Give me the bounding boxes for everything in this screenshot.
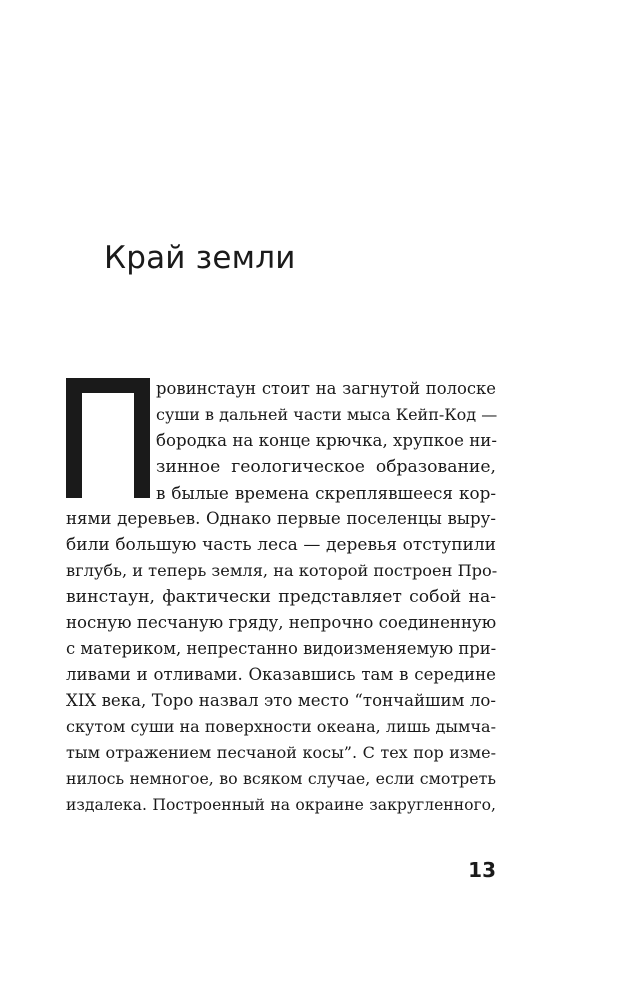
- text-line-5: в былые времена скреплявшееся кор-: [156, 483, 496, 503]
- text-line-9: винстаун, фактически представляет собой на-: [66, 587, 496, 607]
- drop-cap-right-stroke: [134, 378, 150, 498]
- text-line-17: издалека. Построенный на окраине закругленного,: [66, 796, 496, 814]
- text-line-11: с материком, непрестанно видоизменяемую при-: [66, 639, 497, 658]
- text-line-3: бородка на конце крючка, хрупкое ни-: [156, 431, 497, 450]
- text-line-12: ливами и отливами. Оказавшись там в середине: [66, 665, 496, 684]
- text-line-4: зинное геологическое образование,: [156, 457, 496, 477]
- text-line-16: нилось немногое, во всяком случае, если смотреть: [66, 769, 496, 788]
- drop-cap-letter: [66, 378, 150, 498]
- text-line-15: тым отражением песчаной косы”. С тех пор изме-: [66, 743, 496, 762]
- text-line-14: скутом суши на поверхности океана, лишь дымча-: [66, 717, 496, 736]
- text-line-7: били большую часть леса — деревья отступили: [66, 535, 496, 555]
- drop-cap-left-stroke: [66, 378, 82, 498]
- text-line-13: XIX века, Торо назвал это место “тончайшим ло-: [66, 691, 496, 710]
- page-number: 13: [468, 858, 496, 882]
- text-line-1: ровинстаун стоит на загнутой полоске: [156, 379, 496, 398]
- chapter-title: Край земли: [104, 240, 296, 276]
- text-line-10: носную песчаную гряду, непрочно соединенную: [66, 613, 497, 632]
- text-line-8: вглубь, и теперь земля, на которой построен Про-: [66, 561, 498, 580]
- text-line-6: нями деревьев. Однако первые поселенцы выру-: [66, 509, 496, 528]
- text-line-2: суши в дальней части мыса Кейп-Код —: [156, 405, 498, 424]
